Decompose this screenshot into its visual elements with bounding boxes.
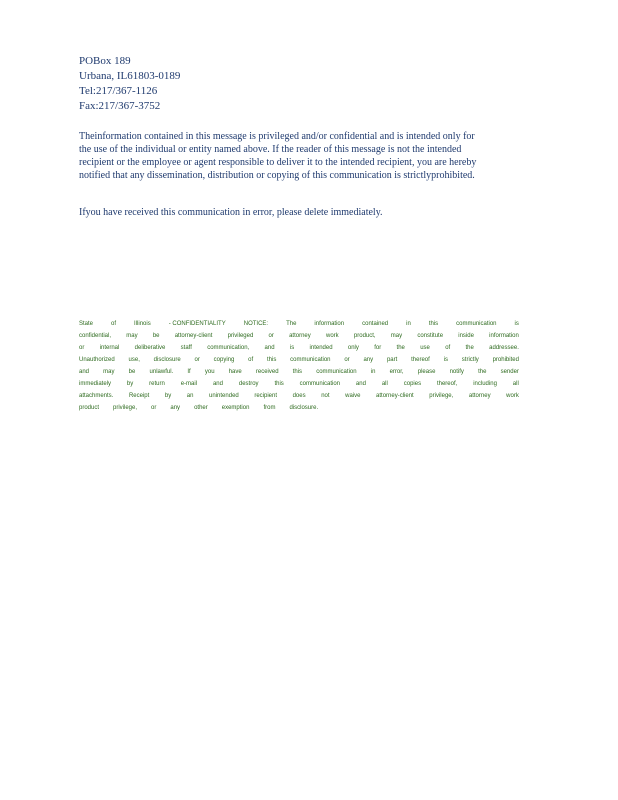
state-confidentiality-notice [79,318,519,414]
state-notice-word: addressee. [489,345,519,351]
state-notice-word: communication [299,381,341,387]
state-notice-word: received [255,369,279,375]
notice-line: Theinformation contained in this message is privileged and/or confidential and is intended only for [79,131,475,142]
state-notice-line [79,318,519,330]
state-notice-word: of [248,357,254,363]
state-notice-word: all [381,381,388,387]
state-notice-line [79,378,519,390]
state-notice-word: privilege, [429,393,454,399]
state-notice-word: in [370,369,376,375]
state-notice-word: please [417,369,436,375]
state-notice-word: contained [362,321,389,327]
state-notice-word: part [386,357,398,363]
state-notice-line [79,342,519,354]
address-fax: Fax:217/367-3752 [79,100,161,112]
state-notice-word: or [151,405,157,411]
state-notice-word: internal [99,345,120,351]
state-notice-word: notify [449,369,464,375]
state-notice-word: is [514,321,519,327]
state-notice-word: not [321,393,330,399]
state-notice-word: all [512,381,519,387]
state-notice-word: may [126,333,138,339]
state-notice-word: by [164,393,172,399]
state-notice-word: in [406,321,411,327]
state-notice-word: attorney-client [376,393,414,399]
state-notice-word: the [465,345,474,351]
state-notice-word: any [363,357,374,363]
notice-line: notified that any dissemination, distribution or copying of this communication is strictlyprohibited. [79,170,475,181]
state-notice-word: you [204,369,215,375]
state-notice-word: inside [458,333,474,339]
state-notice-word: return [149,381,165,387]
state-notice-word: or [344,357,350,363]
state-notice-word: constitute [417,333,444,339]
state-notice-word: is [443,357,448,363]
state-notice-word: or [268,333,274,339]
confidentiality-paragraph [79,130,539,182]
state-notice-word: communication [456,321,497,327]
state-notice-word: an [186,393,194,399]
state-notice-word: copying [213,357,235,363]
state-notice-word: and [264,345,275,351]
state-notice-word: prohibited [492,357,519,363]
delete-instruction: Ifyou have received this communication in error, please delete immediately. [79,207,383,218]
state-notice-line [79,366,519,378]
state-notice-word: product [79,405,100,411]
state-notice-word: - CONFIDENTIALITY [168,321,226,327]
state-notice-word: of [445,345,451,351]
state-notice-word: communication, [207,345,250,351]
state-notice-word: attorney-client [174,333,213,339]
state-notice-word: work [326,333,339,339]
state-notice-word: the [478,369,487,375]
state-notice-word: If [187,369,191,375]
state-notice-word: sender [500,369,519,375]
state-notice-word: attorney [468,393,491,399]
state-notice-line [79,354,519,366]
state-notice-word: staff [180,345,192,351]
address-telephone: Tel:217/367-1126 [79,85,158,97]
state-notice-word: communication [316,369,357,375]
state-notice-word: the [396,345,405,351]
state-notice-word: waive [345,393,361,399]
state-notice-word: copies [403,381,422,387]
state-notice-word: information [489,333,519,339]
state-notice-word: other [194,405,208,411]
state-notice-word: of [111,321,117,327]
address-city: Urbana, IL61803-0189 [79,70,181,82]
state-notice-word: information [314,321,345,327]
state-notice-word: privileged [227,333,254,339]
state-notice-word: The [286,321,297,327]
state-notice-word: State [79,321,94,327]
state-notice-word: Illinois [134,321,151,327]
state-notice-word: intended [309,345,333,351]
state-notice-line [79,330,519,342]
state-notice-word: for [374,345,382,351]
state-notice-word: unintended [209,393,239,399]
state-notice-word: immediately [79,381,112,387]
state-notice-word: work [506,393,519,399]
state-notice-word: recipient [254,393,278,399]
state-notice-word: attachments. [79,393,114,399]
state-notice-word: Receipt [128,393,150,399]
state-notice-word: this [292,369,303,375]
state-notice-word: error, [389,369,404,375]
state-notice-word: confidential, [79,333,112,339]
state-notice-line [79,402,519,414]
state-notice-word: and [355,381,366,387]
state-notice-word: attorney [289,333,311,339]
state-notice-word: and [79,369,90,375]
notice-line: recipient or the employee or agent responsible to deliver it to the intended recipient, you are hereby [79,157,477,168]
address-block [79,54,180,114]
state-notice-word: deliberative [134,345,166,351]
state-notice-word: NOTICE: [243,321,269,327]
state-notice-word: this [428,321,439,327]
state-notice-word: have [228,369,242,375]
state-notice-word: any [170,405,181,411]
state-notice-word: strictly [461,357,479,363]
state-notice-word: unlawful. [149,369,174,375]
state-notice-word: and [212,381,223,387]
state-notice-word: product, [353,333,376,339]
state-notice-word: communication [290,357,331,363]
state-notice-word: this [274,381,284,387]
state-notice-word: may [103,369,115,375]
state-notice-word: exemption [221,405,250,411]
state-notice-word: destroy [238,381,259,387]
state-notice-word: or [194,357,200,363]
state-notice-word: does [292,393,306,399]
state-notice-word: may [390,333,403,339]
state-notice-word: disclosure. [289,405,319,411]
state-notice-word: be [128,369,136,375]
state-notice-word: from [263,405,276,411]
state-notice-word: use, [128,357,140,363]
state-notice-word: this [266,357,277,363]
notice-line: the use of the individual or entity named above. If the reader of this message is not the intended [79,144,462,155]
state-notice-word: e-mail [180,381,198,387]
state-notice-word: or [79,345,85,351]
state-notice-word: including [473,381,497,387]
state-notice-word: Unauthorized [79,357,115,363]
state-notice-word: disclosure [153,357,181,363]
state-notice-word: thereof, [436,381,458,387]
state-notice-word: use [420,345,430,351]
state-notice-line [79,390,519,402]
state-notice-word: be [152,333,160,339]
state-notice-word: only [347,345,359,351]
state-notice-word: privilege, [113,405,138,411]
state-notice-word: by [126,381,134,387]
state-notice-word: is [289,345,295,351]
state-notice-word: thereof [411,357,430,363]
address-po-box: POBox 189 [79,55,131,67]
